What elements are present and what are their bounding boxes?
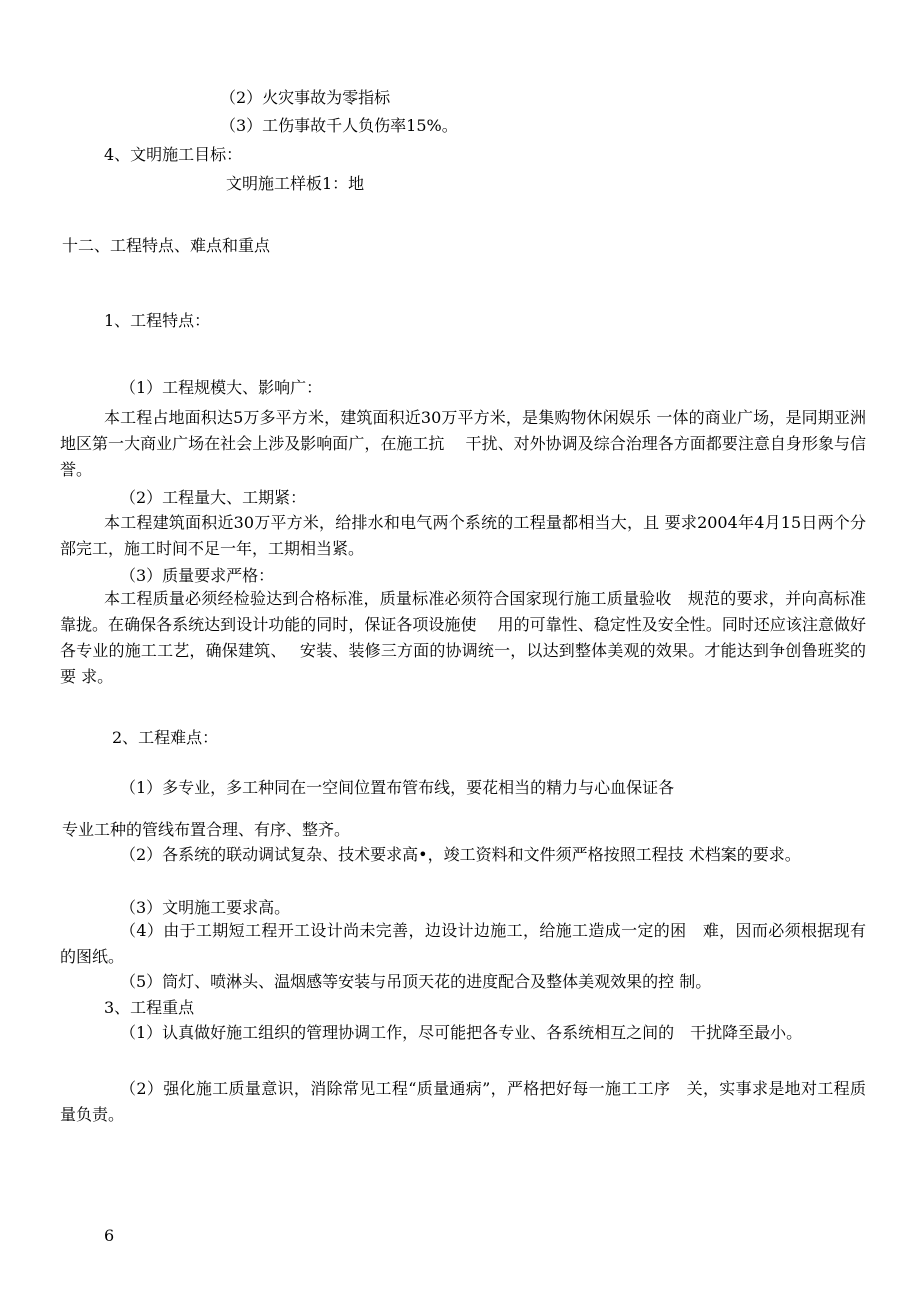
difficulty1-line-b: 专业工种的管线布置合理、有序、整齐。: [62, 820, 351, 839]
page-number: 6: [104, 1226, 115, 1245]
feature1-title: （1）工程规模大、影响广：: [120, 378, 323, 397]
difficulty4: （4）由于工期短工程开工设计尚未完善，边设计边施工，给施工造成一定的困 难，因而必须根据现有的图纸。: [60, 921, 866, 966]
feature3-body: 本工程质量必须经检验达到合格标准，质量标准必须符合国家现行施工质量验收 规范的要求，并向高标准靠拢。在确保各系统达到设计功能的同时，保证各项设施使 用的可靠性、稳定性及安全性。同时还应该注意做好各专业的施工工艺，确保建筑、 安装、装修三方面的协调统一，以达到整体美观的效果。才能达到争创鲁班奖的要 求。: [60, 589, 866, 686]
key-points-heading: 3、工程重点: [104, 998, 195, 1017]
section-12-heading: 十二、工程特点、难点和重点: [62, 236, 271, 255]
features-heading: 1、工程特点：: [104, 311, 211, 330]
difficulty2: （2）各系统的联动调试复杂、技术要求高•，竣工资料和文件须严格按照工程技 术档案的要求。: [120, 845, 801, 864]
feature1-body: 本工程占地面积达5万多平方米，建筑面积近30万平方米，是集购物休闲娱乐 一体的商业广场，是同期亚洲地区第一大商业广场在社会上涉及影响面广，在施工抗 干扰、对外协调及综合治理各方面都要注意自身形象与信誉。: [60, 408, 866, 479]
feature2-title: （2）工程量大、工期紧：: [120, 488, 307, 507]
difficulty5: （5）筒灯、喷淋头、温烟感等安装与吊顶天花的进度配合及整体美观效果的控 制。: [120, 972, 712, 991]
key-point-1: （1）认真做好施工组织的管理协调工作，尽可能把各专业、各系统相互之间的 干扰降至最小。: [120, 1023, 803, 1042]
fire-goal-line: （2）火灾事故为零指标: [220, 88, 391, 107]
key-point-2: （2）强化施工质量意识，消除常见工程“质量通病”，严格把好每一施工工序 关，实事求是地对工程质量负责。: [60, 1079, 866, 1124]
injury-goal-line: （3）工伤事故千人负伤率15%。: [220, 116, 458, 135]
feature2-body: 本工程建筑面积近30万平方米，给排水和电气两个系统的工程量都相当大，且 要求2004年4月15日两个分部完工，施工时间不足一年，工期相当紧。: [60, 513, 866, 558]
civilized-sample-line: 文明施工样板1：地: [226, 174, 365, 193]
difficulty1-line-a: （1）多专业，多工种同在一空间位置布管布线，要花相当的精力与心血保证各: [120, 778, 675, 797]
difficulties-heading: 2、工程难点：: [112, 728, 219, 747]
feature3-title: （3）质量要求严格：: [120, 566, 275, 585]
civilized-goal-heading: 4、文明施工目标：: [104, 145, 243, 164]
difficulty3: （3）文明施工要求高。: [120, 898, 291, 917]
